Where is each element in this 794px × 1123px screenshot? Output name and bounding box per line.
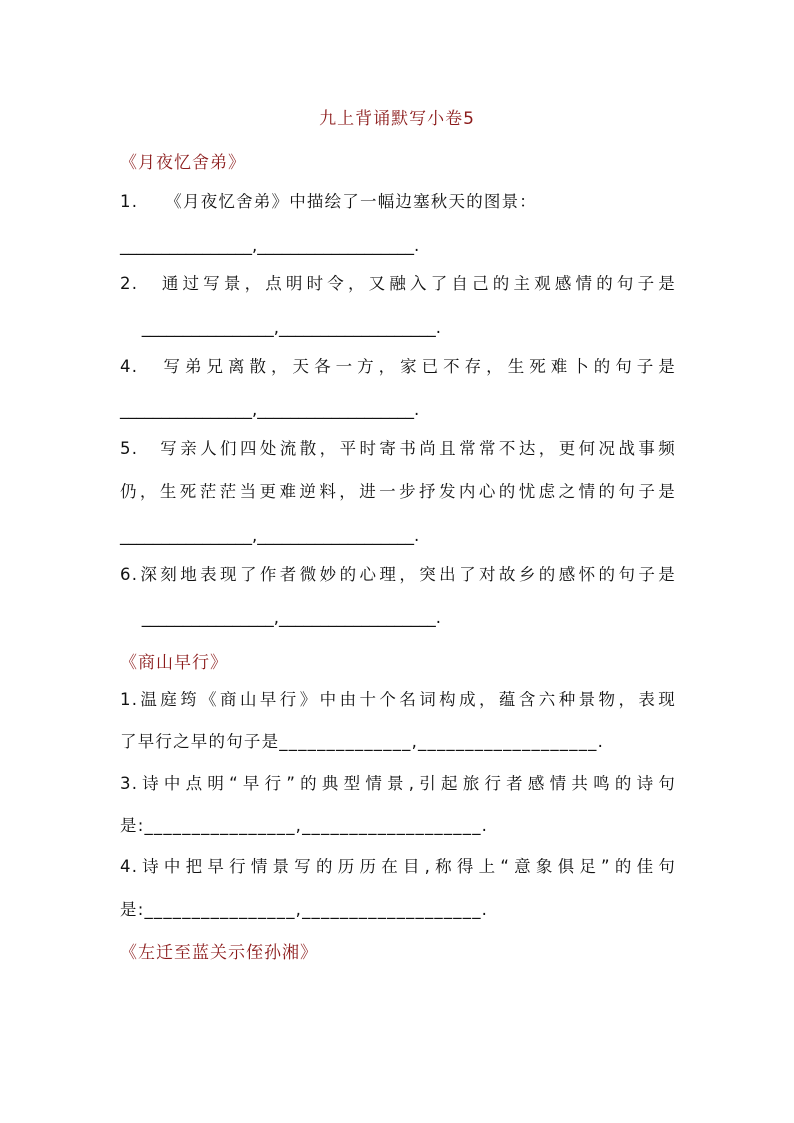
question-line: 1. 《月夜忆舍弟》中描绘了一幅边塞秋天的图景： [120,192,537,211]
page-title: 九上背诵默写小卷5 [319,109,475,129]
section-heading-yueye: 《月夜忆舍弟》 [120,153,246,173]
answer-blank-line[interactable]: ________________,___________________. [120,608,441,627]
question-line: 仍，生死茫茫当更难逆料，进一步抒发内心的忧虑之情的句子是 [120,482,676,501]
section-heading-zuoqian: 《左迁至蓝关示侄孙湘》 [120,943,318,963]
question-line: 5. 写亲人们四处流散，平时寄书尚且常常不达，更何况战事频 [120,439,676,458]
answer-blank-line[interactable]: ________________,___________________. [120,400,420,419]
question-line: 4. 写弟兄离散，天各一方，家已不存，生死难卜的句子是 [120,357,676,376]
question-line: 6.深刻地表现了作者微妙的心理，突出了对故乡的感怀的句子是 [120,565,676,584]
answer-blank-line[interactable]: 是:________________,___________________. [120,900,489,919]
question-line: 3.诗中点明“早行”的典型情景,引起旅行者感情共鸣的诗句 [120,774,676,793]
answer-blank-line[interactable]: ________________,___________________. [120,318,441,337]
question-line: 2. 通过写景，点明时令，又融入了自己的主观感情的句子是 [120,274,676,293]
question-line: 4.诗中把早行情景写的历历在目,称得上“意象俱足”的佳句 [120,857,676,876]
question-with-blank-line[interactable]: 了早行之早的句子是______________,___________________. [120,732,605,751]
answer-blank-line[interactable]: ________________,___________________. [120,236,420,255]
answer-blank-line[interactable]: ________________,___________________. [120,526,420,545]
section-heading-shangshan: 《商山早行》 [120,653,228,673]
answer-blank-line[interactable]: 是:________________,___________________. [120,816,489,835]
question-line: 1.温庭筠《商山早行》中由十个名词构成，蕴含六种景物，表现 [120,690,676,709]
